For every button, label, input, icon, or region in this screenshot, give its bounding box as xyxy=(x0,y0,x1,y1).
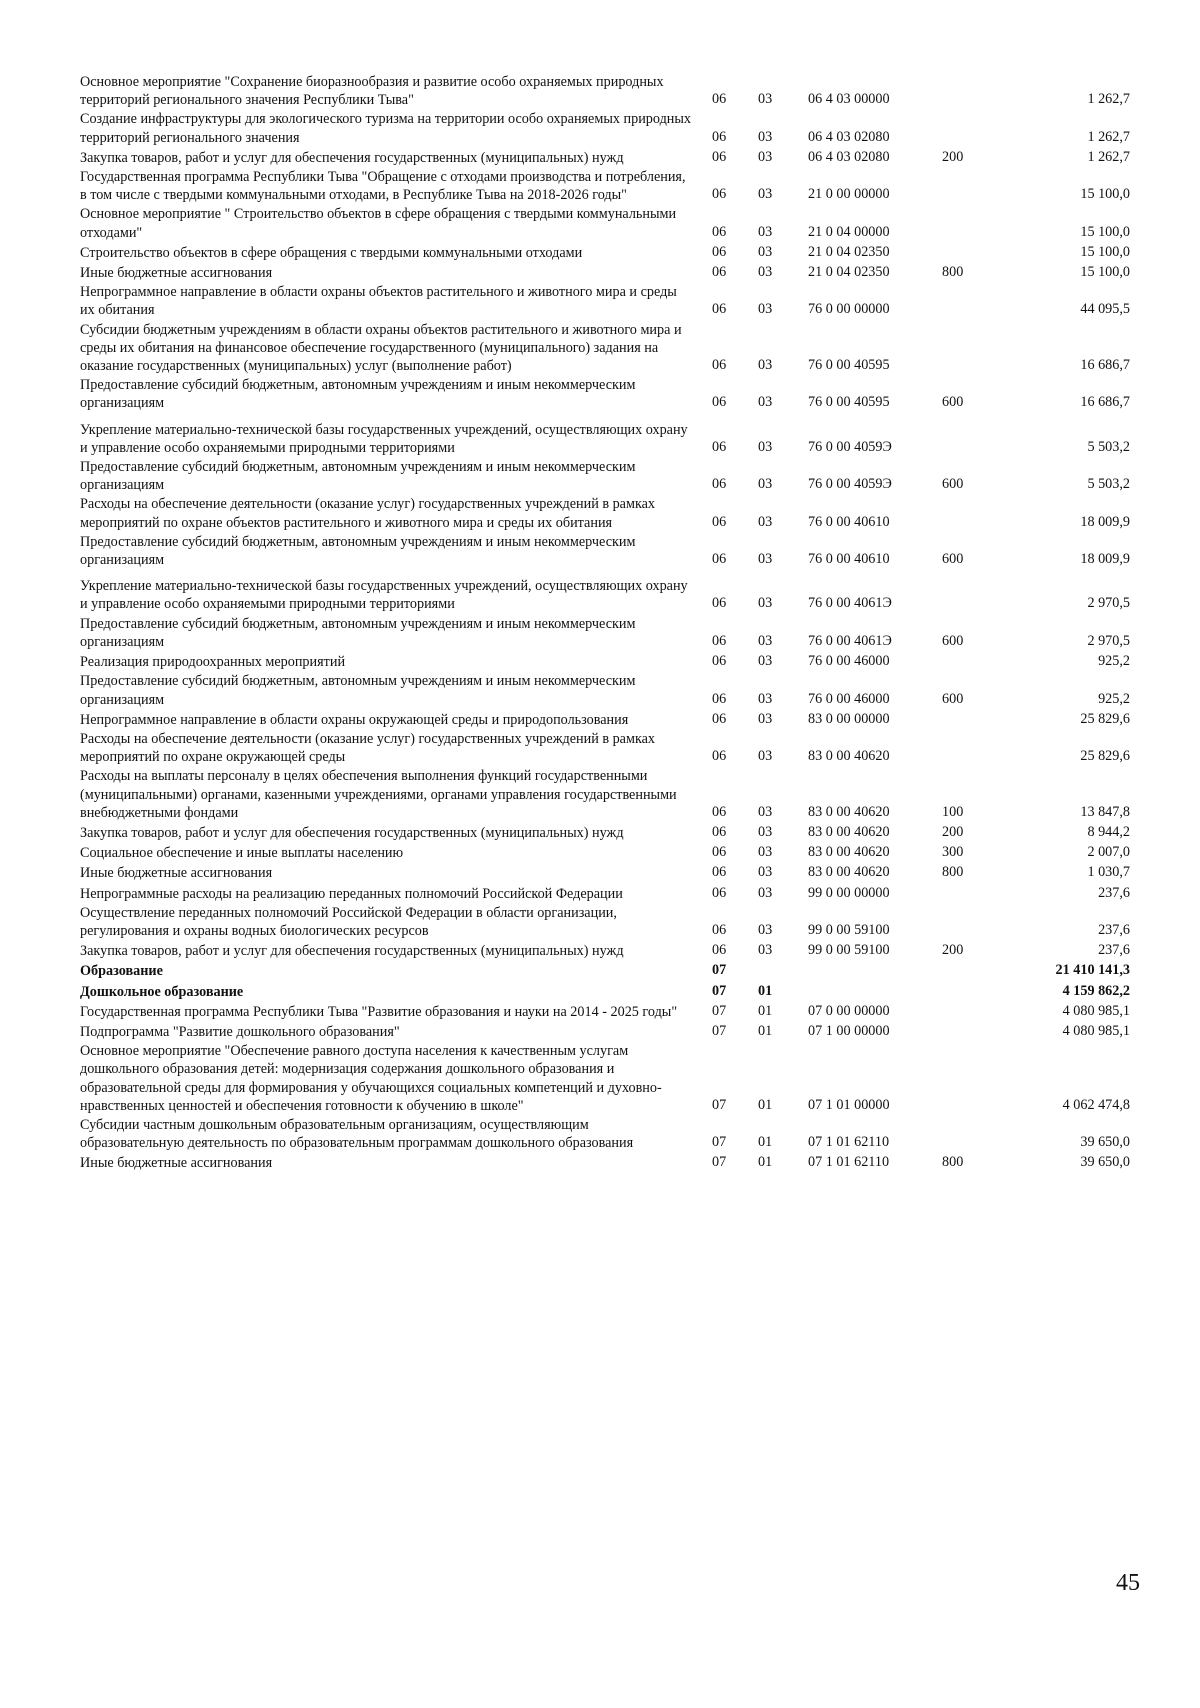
row-name: Строительство объектов в сфере обращения с твердыми коммунальными отходами xyxy=(80,244,583,261)
row-name: Социальное обеспечение и иные выплаты населению xyxy=(80,845,404,862)
page-number: 45 xyxy=(1116,1570,1140,1596)
target-article-code: 83 0 00 40620 xyxy=(808,823,890,840)
table-row xyxy=(80,148,1140,167)
expense-type-code xyxy=(934,1114,1012,1115)
section-code: 06 xyxy=(712,243,727,260)
target-article-code: 76 0 00 40610 xyxy=(808,551,890,568)
section-code: 06 xyxy=(712,942,727,959)
expense-type-code xyxy=(934,146,1012,147)
row-name: Иные бюджетные ассигнования xyxy=(80,865,273,882)
section-code: 06 xyxy=(712,551,727,568)
expense-type-code xyxy=(934,613,1012,614)
target-article-code: 06 4 03 00000 xyxy=(808,91,890,108)
expense-type-code: 100 xyxy=(942,803,964,820)
section-code: 06 xyxy=(712,864,727,881)
subsection-code: 01 xyxy=(758,982,773,999)
row-name: Основное мероприятие " Строительство объектов в сфере обращения с твердыми коммунальными отходами" xyxy=(80,206,677,241)
expense-type-code xyxy=(934,108,1012,109)
row-name: Расходы на выплаты персоналу в целях обеспечения выполнения функций государственными (муниципальными) органами, казенными учреждениями, органами управления государственными внебюджетными фондами xyxy=(80,768,677,821)
amount: 1 262,7 xyxy=(1087,128,1130,145)
target-article-code: 83 0 00 00000 xyxy=(808,710,890,727)
table-row xyxy=(80,168,1140,204)
table-row xyxy=(80,710,1140,729)
amount: 1 262,7 xyxy=(1087,91,1130,108)
subsection-code: 03 xyxy=(758,476,773,493)
row-name: Основное мероприятие "Обеспечение равного доступа населения к качественным услугам дошкольного образования детей: модернизация содержания дошкольного образования и образовательной среды для формирования у обучающихся социальных компетенций и духовно-нравственных ценностей и обеспечения готовности к обучению в школе" xyxy=(80,1043,662,1114)
target-article-code xyxy=(806,1000,934,1001)
expense-type-code: 600 xyxy=(942,476,964,493)
subsection-code: 03 xyxy=(758,748,773,765)
expense-type-code xyxy=(934,531,1012,532)
row-name: Подпрограмма "Развитие дошкольного образования" xyxy=(80,1023,400,1040)
section-code: 06 xyxy=(712,223,727,240)
expense-type-code: 800 xyxy=(942,1154,964,1171)
section-code: 06 xyxy=(712,128,727,145)
section-code: 06 xyxy=(712,595,727,612)
table-row xyxy=(80,458,1140,494)
target-article-code: 76 0 00 40595 xyxy=(808,394,890,411)
row-name: Непрограммное направление в области охраны объектов растительного и животного мира и среды их обитания xyxy=(80,284,677,319)
amount: 18 009,9 xyxy=(1080,551,1130,568)
subsection-code: 03 xyxy=(758,148,773,165)
table-row xyxy=(80,843,1140,862)
table-row xyxy=(80,321,1140,376)
expense-type-code xyxy=(934,1040,1012,1041)
target-article-code: 76 0 00 40595 xyxy=(808,357,890,374)
table-row xyxy=(80,941,1140,960)
amount: 25 829,6 xyxy=(1080,710,1130,727)
subsection-code: 03 xyxy=(758,864,773,881)
row-name: Дошкольное образование xyxy=(80,983,244,1000)
expense-type-code xyxy=(934,939,1012,940)
section-code: 06 xyxy=(712,748,727,765)
section-code: 06 xyxy=(712,438,727,455)
subsection-code: 03 xyxy=(758,653,773,670)
expense-type-code xyxy=(934,241,1012,242)
amount: 1 030,7 xyxy=(1087,864,1130,881)
target-article-code: 21 0 00 00000 xyxy=(808,186,890,203)
section-code: 07 xyxy=(712,1154,727,1171)
row-name: Предоставление субсидий бюджетным, автономным учреждениям и иным некоммерческим организациям xyxy=(80,533,636,569)
expense-type-code: 600 xyxy=(942,394,964,411)
row-name: Расходы на обеспечение деятельности (оказание услуг) государственных учреждений в рамках мероприятий по охране объектов растительного и животного мира и среды их обитания xyxy=(80,496,656,531)
section-code: 06 xyxy=(712,884,727,901)
expense-type-code xyxy=(934,902,1012,903)
expense-type-code xyxy=(934,203,1012,204)
expense-type-code: 600 xyxy=(942,690,964,707)
subsection-code: 01 xyxy=(758,1154,773,1171)
section-code: 06 xyxy=(712,186,727,203)
target-article-code: 07 1 01 00000 xyxy=(808,1096,890,1113)
table-row xyxy=(80,376,1140,412)
amount: 21 410 141,3 xyxy=(1055,962,1130,979)
subsection-code: 03 xyxy=(758,921,773,938)
expense-type-code xyxy=(934,1020,1012,1021)
section-code: 06 xyxy=(712,921,727,938)
row-name: Укрепление материально-технической базы государственных учреждений, осуществляющих охрану и управление особо охраняемыми природными территориями xyxy=(80,421,688,456)
table-row xyxy=(80,205,1140,241)
subsection-code: 03 xyxy=(758,301,773,318)
amount: 4 062 474,8 xyxy=(1062,1096,1130,1113)
target-article-code: 76 0 00 00000 xyxy=(808,301,890,318)
target-article-code: 99 0 00 59100 xyxy=(808,942,890,959)
section-code: 06 xyxy=(712,357,727,374)
table-row xyxy=(80,1042,1140,1115)
subsection-code: 03 xyxy=(758,186,773,203)
target-article-code: 06 4 03 02080 xyxy=(808,148,890,165)
target-article-code: 76 0 00 40610 xyxy=(808,513,890,530)
target-article-code: 76 0 00 46000 xyxy=(808,690,890,707)
subsection-code: 03 xyxy=(758,844,773,861)
section-code: 07 xyxy=(712,982,727,999)
subsection-code: 01 xyxy=(758,1134,773,1151)
table-row xyxy=(80,577,1140,613)
amount: 39 650,0 xyxy=(1080,1134,1130,1151)
subsection-code: 03 xyxy=(758,513,773,530)
row-name: Закупка товаров, работ и услуг для обеспечения государственных (муниципальных) нужд xyxy=(80,824,624,841)
table-row xyxy=(80,904,1140,940)
row-name: Образование xyxy=(80,963,163,980)
table-row xyxy=(80,863,1140,882)
row-name: Закупка товаров, работ и услуг для обеспечения государственных (муниципальных) нужд xyxy=(80,149,624,166)
row-name: Осуществление переданных полномочий Российской Федерации в области организации, регулирования и охраны водных биологических ресурсов xyxy=(80,904,617,939)
amount: 4 159 862,2 xyxy=(1062,982,1130,999)
target-article-code: 06 4 03 02080 xyxy=(808,128,890,145)
subsection-code: 01 xyxy=(758,1022,773,1039)
target-article-code: 07 1 01 62110 xyxy=(808,1134,890,1151)
section-code: 06 xyxy=(712,264,727,281)
amount: 5 503,2 xyxy=(1087,438,1130,455)
section-code: 07 xyxy=(712,1022,727,1039)
table-row xyxy=(80,110,1140,146)
table-row xyxy=(80,533,1140,569)
subsection-code: 03 xyxy=(758,128,773,145)
table-row xyxy=(80,961,1140,980)
table-row xyxy=(80,730,1140,766)
table-row xyxy=(80,615,1140,651)
subsection-code: 03 xyxy=(758,710,773,727)
row-name: Реализация природоохранных мероприятий xyxy=(80,654,346,671)
amount: 13 847,8 xyxy=(1080,803,1130,820)
target-article-code: 99 0 00 59100 xyxy=(808,921,890,938)
section-code: 06 xyxy=(712,148,727,165)
table-row xyxy=(80,73,1140,109)
target-article-code: 83 0 00 40620 xyxy=(808,844,890,861)
expense-type-code: 600 xyxy=(942,551,964,568)
row-name: Иные бюджетные ассигнования xyxy=(80,1155,273,1172)
amount: 15 100,0 xyxy=(1080,243,1130,260)
section-code: 07 xyxy=(712,1096,727,1113)
subsection-code: 03 xyxy=(758,243,773,260)
table-row xyxy=(80,263,1140,282)
amount: 15 100,0 xyxy=(1080,223,1130,240)
row-name: Расходы на обеспечение деятельности (оказание услуг) государственных учреждений в рамках мероприятий по охране окружающей среды xyxy=(80,730,656,766)
table-row xyxy=(80,1002,1140,1021)
amount: 2 970,5 xyxy=(1087,632,1130,649)
amount: 925,2 xyxy=(1098,690,1130,707)
table-row xyxy=(80,823,1140,842)
target-article-code xyxy=(806,980,934,981)
target-article-code: 83 0 00 40620 xyxy=(808,864,890,881)
amount: 15 100,0 xyxy=(1080,186,1130,203)
table-row xyxy=(80,982,1140,1001)
row-name: Государственная программа Республики Тыва "Обращение с отходами производства и потребления, в том числе с твердыми коммунальными отходами, в Республике Тыва на 2018-2026 годы" xyxy=(80,169,686,204)
row-name: Государственная программа Республики Тыва "Развитие образования и науки на 2014 - 2025 годы" xyxy=(80,1003,678,1020)
row-name: Непрограммное направление в области охраны окружающей среды и природопользования xyxy=(80,711,629,728)
row-name: Создание инфраструктуры для экологического туризма на территории особо охраняемых природных территорий регионального значения xyxy=(80,111,692,146)
table-row xyxy=(80,884,1140,903)
subsection-code: 03 xyxy=(758,438,773,455)
target-article-code: 21 0 04 02350 xyxy=(808,243,890,260)
expense-type-code: 600 xyxy=(942,632,964,649)
subsection-code: 03 xyxy=(758,357,773,374)
subsection-code xyxy=(758,980,806,981)
amount: 16 686,7 xyxy=(1080,357,1130,374)
row-name: Предоставление субсидий бюджетным, автономным учреждениям и иным некоммерческим организациям xyxy=(80,615,636,650)
expense-type-code xyxy=(934,261,1012,262)
budget-table xyxy=(80,72,1140,1173)
target-article-code: 21 0 04 00000 xyxy=(808,223,890,240)
section-code: 07 xyxy=(712,1002,727,1019)
target-article-code: 83 0 00 40620 xyxy=(808,803,890,820)
expense-type-code xyxy=(934,1000,1012,1001)
section-code: 06 xyxy=(712,513,727,530)
table-row xyxy=(80,421,1140,457)
expense-type-code xyxy=(934,1151,1012,1152)
subsection-code: 03 xyxy=(758,803,773,820)
subsection-code: 03 xyxy=(758,91,773,108)
subsection-code: 03 xyxy=(758,942,773,959)
amount: 237,6 xyxy=(1098,942,1130,959)
section-code: 06 xyxy=(712,394,727,411)
table-row xyxy=(80,1022,1140,1041)
amount: 4 080 985,1 xyxy=(1062,1022,1130,1039)
section-code: 06 xyxy=(712,91,727,108)
amount: 15 100,0 xyxy=(1080,264,1130,281)
subsection-code: 03 xyxy=(758,394,773,411)
target-article-code: 07 1 00 00000 xyxy=(808,1022,890,1039)
expense-type-code: 200 xyxy=(942,942,964,959)
amount: 8 944,2 xyxy=(1087,823,1130,840)
expense-type-code xyxy=(934,374,1012,375)
table-row xyxy=(80,1153,1140,1172)
row-name: Закупка товаров, работ и услуг для обеспечения государственных (муниципальных) нужд xyxy=(80,943,624,960)
target-article-code: 99 0 00 00000 xyxy=(808,884,890,901)
row-name: Непрограммные расходы на реализацию переданных полномочий Российской Федерации xyxy=(80,885,623,902)
target-article-code: 76 0 00 4061Э xyxy=(808,632,892,649)
section-code: 07 xyxy=(712,1134,727,1151)
table-row xyxy=(80,243,1140,262)
target-article-code: 76 0 00 4059Э xyxy=(808,476,892,493)
section-code: 06 xyxy=(712,690,727,707)
amount: 237,6 xyxy=(1098,884,1130,901)
expense-type-code: 800 xyxy=(942,264,964,281)
subsection-code: 03 xyxy=(758,223,773,240)
amount: 18 009,9 xyxy=(1080,513,1130,530)
amount: 39 650,0 xyxy=(1080,1154,1130,1171)
target-article-code: 76 0 00 4059Э xyxy=(808,438,892,455)
subsection-code: 03 xyxy=(758,632,773,649)
table-row xyxy=(80,283,1140,319)
expense-type-code: 200 xyxy=(942,148,964,165)
amount: 1 262,7 xyxy=(1087,148,1130,165)
amount: 4 080 985,1 xyxy=(1062,1002,1130,1019)
target-article-code: 83 0 00 40620 xyxy=(808,748,890,765)
expense-type-code: 800 xyxy=(942,864,964,881)
row-name: Предоставление субсидий бюджетным, автономным учреждениям и иным некоммерческим организациям xyxy=(80,459,636,494)
amount: 5 503,2 xyxy=(1087,476,1130,493)
amount: 925,2 xyxy=(1098,653,1130,670)
amount: 2 007,0 xyxy=(1087,844,1130,861)
subsection-code: 03 xyxy=(758,690,773,707)
row-name: Основное мероприятие "Сохранение биоразнообразия и развитие особо охраняемых природных территорий регионального значения Республики Тыва" xyxy=(80,74,664,109)
subsection-code: 03 xyxy=(758,884,773,901)
row-name: Укрепление материально-технической базы государственных учреждений, осуществляющих охрану и управление особо охраняемыми природными территориями xyxy=(80,578,688,613)
section-code: 06 xyxy=(712,823,727,840)
row-name: Предоставление субсидий бюджетным, автономным учреждениям и иным некоммерческим организациям xyxy=(80,377,636,412)
expense-type-code xyxy=(934,728,1012,729)
amount: 16 686,7 xyxy=(1080,394,1130,411)
row-name: Субсидии бюджетным учреждениям в области охраны объектов растительного и животного мира и среды их обитания на финансовое обеспечение государственного (муниципального) задания на оказание государственных (муниципальных) услуг (выполнение работ) xyxy=(80,321,682,375)
section-code: 06 xyxy=(712,803,727,820)
table-row xyxy=(80,672,1140,708)
subsection-code: 01 xyxy=(758,1096,773,1113)
expense-type-code: 200 xyxy=(942,823,964,840)
expense-type-code: 300 xyxy=(942,844,964,861)
table-row xyxy=(80,652,1140,671)
section-code: 06 xyxy=(712,476,727,493)
amount: 237,6 xyxy=(1098,921,1130,938)
table-row xyxy=(80,1116,1140,1152)
row-name: Иные бюджетные ассигнования xyxy=(80,265,273,282)
expense-type-code xyxy=(934,456,1012,457)
subsection-code: 03 xyxy=(758,551,773,568)
row-name: Предоставление субсидий бюджетным, автономным учреждениям и иным некоммерческим организациям xyxy=(80,673,636,708)
subsection-code: 03 xyxy=(758,264,773,281)
expense-type-code xyxy=(934,980,1012,981)
amount: 25 829,6 xyxy=(1080,748,1130,765)
row-name: Субсидии частным дошкольным образовательным организациям, осуществляющим образовательную деятельность по образовательным программам дошкольного образования xyxy=(80,1116,634,1152)
target-article-code: 07 0 00 00000 xyxy=(808,1002,890,1019)
target-article-code: 76 0 00 4061Э xyxy=(808,595,892,612)
section-code: 06 xyxy=(712,653,727,670)
table-row xyxy=(80,495,1140,531)
expense-type-code xyxy=(934,319,1012,320)
amount: 44 095,5 xyxy=(1080,301,1130,318)
section-code: 06 xyxy=(712,632,727,649)
section-code: 06 xyxy=(712,710,727,727)
target-article-code: 21 0 04 02350 xyxy=(808,264,890,281)
amount: 2 970,5 xyxy=(1087,595,1130,612)
expense-type-code xyxy=(934,765,1012,766)
target-article-code: 07 1 01 62110 xyxy=(808,1154,890,1171)
section-code: 06 xyxy=(712,844,727,861)
subsection-code: 03 xyxy=(758,595,773,612)
expense-type-code xyxy=(934,670,1012,671)
section-code: 06 xyxy=(712,301,727,318)
section-code: 07 xyxy=(712,962,727,979)
table-row xyxy=(80,767,1140,822)
target-article-code: 76 0 00 46000 xyxy=(808,653,890,670)
subsection-code: 03 xyxy=(758,823,773,840)
subsection-code: 01 xyxy=(758,1002,773,1019)
